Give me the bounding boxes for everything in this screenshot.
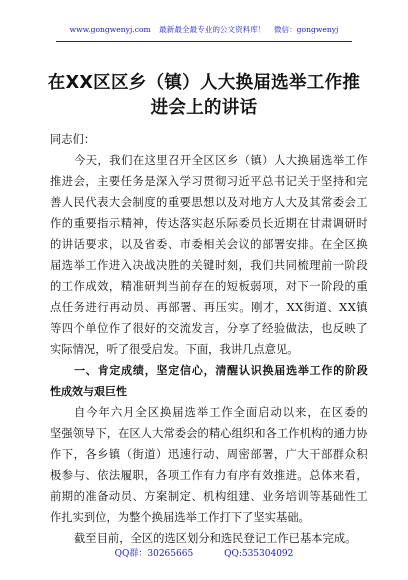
site-header	[0, 24, 408, 38]
body-line: 实际情况，听了很受启发。下面，我讲几点意见。	[50, 343, 299, 356]
body-line: 作 的 重 要 指 示 精 神 ， 传 达 落 实 赵 乐 际 委 员 长 近 期 在 甘 肃 调 研 时	[50, 217, 368, 230]
body-line: 善 人 民 代 表 大 会 制 度 的 重 要 思 想 以 及 对 地 方 人 大 及 其 常 委 会 工	[50, 196, 368, 209]
qq-contact: QQ:535304092	[224, 549, 294, 559]
body-line: 前 期 的 准 备 动 员 、 方 案 制 定 、 机 构 组 建 、 业 务 培 训 等 基 础 性 工	[50, 490, 368, 503]
body-line: 作 下 ， 各 乡 镇 （ 街 道 ） 迅 速 行 动 、 周 密 部 署 ， 广 大 干 部 群 众 积	[50, 448, 368, 461]
site-footer	[0, 546, 408, 560]
body-line: 坚 强 领 导 下 ， 在 区 人 大 常 委 会 的 精 心 组 织 和 各 工 作 机 构 的 通 力 协	[50, 427, 368, 440]
body-line: 自 今 年 六 月 全 区 换 届 选 举 工 作 全 面 启 动 以 来 ， 在 区 委 的	[74, 406, 368, 419]
body-line: 作扎实到位，为整个换届选举工作打下了坚实基础。	[50, 511, 310, 524]
body-line: 的 工 作 成 效 ， 精 准 研 判 当 前 存 在 的 短 板 弱 项 ， 对 下 一 阶 段 的 重	[50, 280, 368, 293]
body-line: 截至目前，全区的选区划分和选民登记工作已基本完成。	[74, 532, 357, 545]
header-divider	[56, 41, 352, 42]
section-heading-1-cont: 性成效与艰巨性	[50, 385, 127, 398]
qq-group: QQ群：30265665	[114, 549, 194, 559]
body-line: 极 参 与 、 依 法 履 职 ， 各 项 工 作 有 力 有 序 有 效 推 进 。 总 体 来 看 ，	[50, 469, 368, 482]
document-title-line-1: 在XX区区乡（镇）人大换届选举工作推	[47, 73, 361, 93]
body-line: 今 天 ， 我 们 在 这 里 召 开 全 区 区 乡 （ 镇 ） 人 大 换 届 选 举 工 作	[74, 154, 368, 167]
body-line: 届 选 举 工 作 进 入 决 战 决 胜 的 关 键 时 刻 ， 我 们 共 同 梳 理 前 一 阶 段	[50, 259, 368, 272]
body-line: 的 讲 话 要 求 ， 以 及 省 委 、 市 委 相 关 会 议 的 部 署 安 排 。 在 全 区 换	[50, 238, 368, 251]
document-title-line-2: 进会上的讲话	[150, 98, 258, 118]
salutation: 同志们：	[50, 133, 96, 146]
site-url[interactable]: www.gongwenyj.com	[69, 25, 151, 34]
body-line: 推 进 会 ， 主 要 任 务 是 深 入 学 习 贯 彻 习 近 平 总 书 记 关 于 坚 持 和 完	[50, 175, 368, 188]
section-heading-1: 一 、 肯 定 成 绩 ， 坚 定 信 心 ， 清 醒 认 识 换 届 选 举 工 作 的 阶 段	[74, 364, 368, 377]
site-slogan: 最新最全最专业的公文资料库！	[159, 25, 266, 34]
wechat-id: 微信：gongwenyj	[273, 25, 339, 34]
body-line: 点 任 务 进 行 再 动 员 、 再 部 署 、 再 压 实 。 刚 才 ， X X 街 道 、 X X 镇	[50, 301, 368, 314]
body-line: 等 四 个 单 位 作 了 很 好 的 交 流 发 言 ， 分 享 了 经 验 做 法 ， 也 反 映 了	[50, 322, 368, 335]
